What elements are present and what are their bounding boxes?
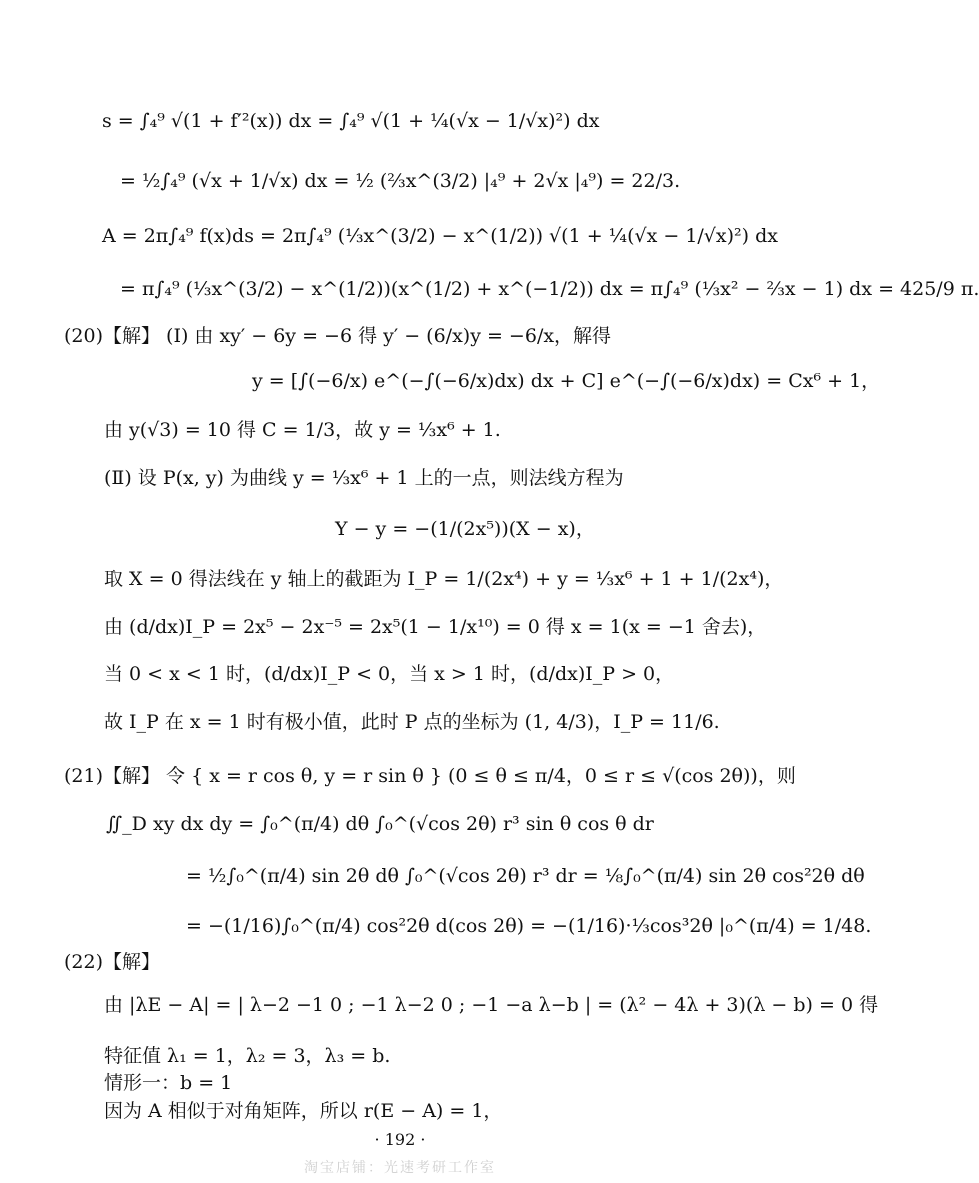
minimum-conclusion: 故 I_P 在 x = 1 时有极小值，此时 P 点的坐标为 (1, 4/3)，I_P = 11/6. [104,711,720,733]
problem-20-heading: (20)【解】 (Ⅰ) 由 xy′ − 6y = −6 得 y′ − (6/x)y = −6/x，解得 [64,325,612,347]
double-integral-result: = −(1/16)∫₀^(π/4) cos²2θ d(cos 2θ) = −(1/16)·⅓cos³2θ |₀^(π/4) = 1/48. [186,915,872,937]
page-number: · 192 · [374,1130,426,1149]
characteristic-polynomial: 由 |λE − A| = | λ−2 −1 0 ; −1 λ−2 0 ; −1 −a λ−b | = (λ² − 4λ + 3)(λ − b) = 0 得 [104,994,879,1016]
problem-21-heading: (21)【解】 令 { x = r cos θ, y = r sin θ } (0 ≤ θ ≤ π/4，0 ≤ r ≤ √(cos 2θ))，则 [64,765,796,787]
problem-20-particular-solution: 由 y(√3) = 10 得 C = 1/3，故 y = ⅓x⁶ + 1. [104,419,501,441]
derivative-condition: 由 (d/dx)I_P = 2x⁵ − 2x⁻⁵ = 2x⁵(1 − 1/x¹⁰) = 0 得 x = 1(x = −1 舍去)， [104,616,767,638]
arc-length-formula: s = ∫₄⁹ √(1 + f′²(x)) dx = ∫₄⁹ √(1 + ¼(√x − 1/√x)²) dx [102,110,600,132]
double-integral-step: = ½∫₀^(π/4) sin 2θ dθ ∫₀^(√cos 2θ) r³ dr = ⅛∫₀^(π/4) sin 2θ cos²2θ dθ [186,865,865,887]
normal-line-equation: Y − y = −(1/(2x⁵))(X − x)， [335,518,595,540]
surface-area-formula: A = 2π∫₄⁹ f(x)ds = 2π∫₄⁹ (⅓x^(3/2) − x^(1/2)) √(1 + ¼(√x − 1/√x)²) dx [102,225,778,247]
surface-area-result: = π∫₄⁹ (⅓x^(3/2) − x^(1/2))(x^(1/2) + x^(−1/2)) dx = π∫₄⁹ (⅓x² − ⅔x − 1) dx = 425/9 π. [120,278,979,300]
case-one: 情形一：b = 1 [104,1072,233,1094]
arc-length-result: = ½∫₄⁹ (√x + 1/√x) dx = ½ (⅔x^(3/2) |₄⁹ + 2√x |₄⁹) = 22/3. [120,170,681,192]
monotonicity: 当 0 < x < 1 时，(d/dx)I_P < 0，当 x > 1 时，(d/dx)I_P > 0， [104,663,675,685]
problem-22-heading: (22)【解】 [64,951,161,973]
case-one-rank: 因为 A 相似于对角矩阵，所以 r(E − A) = 1， [104,1100,503,1122]
problem-20-part-2-intro: (Ⅱ) 设 P(x, y) 为曲线 y = ⅓x⁶ + 1 上的一点，则法线方程为 [104,467,624,489]
watermark-text: 淘宝店铺：光速考研工作室 [304,1160,496,1176]
eigenvalues: 特征值 λ₁ = 1，λ₂ = 3，λ₃ = b. [104,1045,391,1067]
intercept-expression: 取 X = 0 得法线在 y 轴上的截距为 I_P = 1/(2x⁴) + y = ⅓x⁶ + 1 + 1/(2x⁴)， [104,568,784,590]
problem-20-general-solution: y = [∫(−6/x) e^(−∫(−6/x)dx) dx + C] e^(−∫(−6/x)dx) = Cx⁶ + 1， [252,370,881,392]
double-integral: ∬_D xy dx dy = ∫₀^(π/4) dθ ∫₀^(√cos 2θ) r³ sin θ cos θ dr [106,813,654,835]
